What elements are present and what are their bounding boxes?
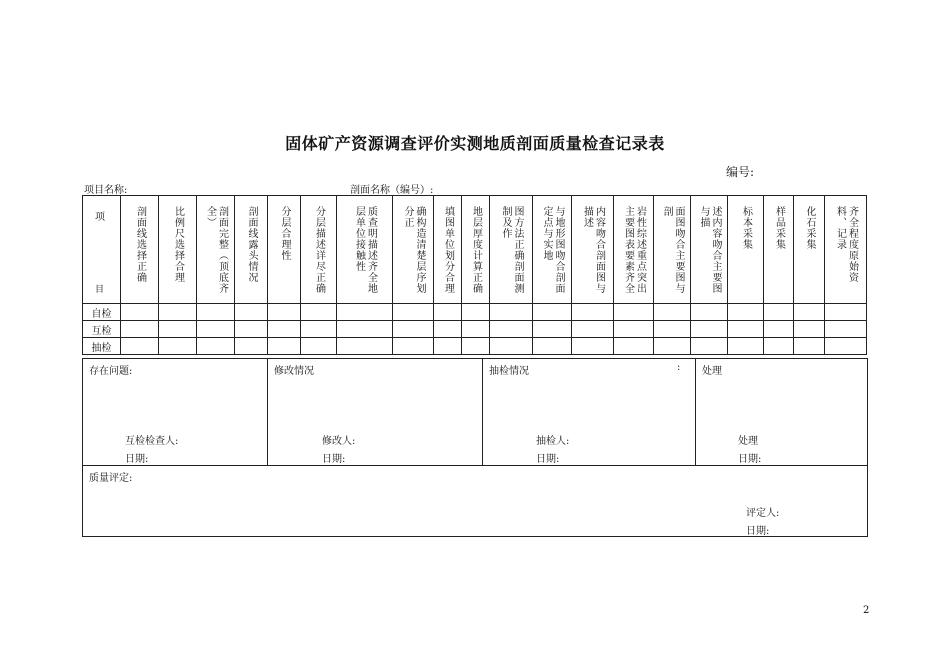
inspection-table xyxy=(82,195,867,355)
header-col-19: 化石采集 xyxy=(794,196,825,304)
date-label: 日期: xyxy=(322,454,346,465)
header-col-2: 比例尺选择合理 xyxy=(159,196,197,304)
row-label: 自检 xyxy=(83,304,121,321)
problems-label: 存在问题: xyxy=(89,366,133,377)
table-header-row xyxy=(83,196,867,304)
header-item: 项 目 xyxy=(83,196,121,304)
assessor-label: 评定人: xyxy=(746,508,780,519)
section-name-label: 剖面名称（编号）: xyxy=(350,185,434,196)
table-row-self-check xyxy=(83,304,867,321)
date-label: 日期: xyxy=(738,454,762,465)
handling-label: 处理 xyxy=(702,366,722,377)
header-col-7: 质查明描述齐全地层单位接触性 xyxy=(337,196,393,304)
quality-label: 质量评定: xyxy=(89,473,133,484)
notes-table xyxy=(82,358,868,537)
date-label: 日期: xyxy=(746,526,770,537)
quality-assessment-cell[interactable] xyxy=(83,466,868,537)
header-col-14: 岩性综述重点突出主要图表要素齐全 xyxy=(614,196,654,304)
header-col-11: 图方法正确剖面测制及作 xyxy=(490,196,533,304)
row-label: 抽检 xyxy=(83,338,121,355)
header-col-4: 剖面线露头情况 xyxy=(235,196,268,304)
header-col-13: 内容吻合剖面图与描述 xyxy=(572,196,614,304)
header-col-3: 剖面完整（顶底齐全） xyxy=(197,196,235,304)
reviser-label: 修改人: xyxy=(322,436,356,447)
row-label: 互检 xyxy=(83,321,121,338)
header-col-1: 剖面线选择正确 xyxy=(121,196,159,304)
handler-label: 处理 xyxy=(738,436,758,447)
handling-prefix: : xyxy=(677,362,681,373)
header-col-12: 与地形图吻合剖面定点与实地 xyxy=(533,196,572,304)
header-col-18: 样品采集 xyxy=(764,196,794,304)
problems-cell[interactable] xyxy=(83,359,268,466)
header-col-10: 地层厚度计算正确 xyxy=(462,196,490,304)
spot-check-cell[interactable] xyxy=(483,359,696,466)
header-col-15: 面图吻合主要图与剖 xyxy=(654,196,691,304)
header-col-17: 标本采集 xyxy=(728,196,764,304)
header-col-16: 述内容吻合主要图与描 xyxy=(691,196,728,304)
header-col-9: 填图单位划分合理 xyxy=(434,196,462,304)
serial-number-label: 编号: xyxy=(726,165,755,179)
header-col-5: 分层合理性 xyxy=(268,196,301,304)
mutual-inspector-label: 互检检查人: xyxy=(125,436,179,447)
table-row-mutual-check xyxy=(83,321,867,338)
spot-inspector-label: 抽检人: xyxy=(536,436,570,447)
page-number: 2 xyxy=(863,605,870,616)
revision-label: 修改情况 xyxy=(274,366,314,377)
revision-cell[interactable] xyxy=(268,359,483,466)
header-col-8: 确构造清楚层序划分正 xyxy=(393,196,434,304)
handling-cell[interactable] xyxy=(696,359,868,466)
date-label: 日期: xyxy=(536,454,560,465)
header-col-6: 分层描述详尽正确 xyxy=(301,196,337,304)
header-col-20: 齐全程度原始资料、记录 xyxy=(825,196,867,304)
date-label: 日期: xyxy=(125,454,149,465)
spot-check-label: 抽检情况 xyxy=(489,366,529,377)
page-title: 固体矿产资源调查评价实测地质剖面质量检查记录表 xyxy=(285,134,665,153)
project-name-label: 项目名称: xyxy=(84,185,128,196)
table-row-spot-check xyxy=(83,338,867,355)
